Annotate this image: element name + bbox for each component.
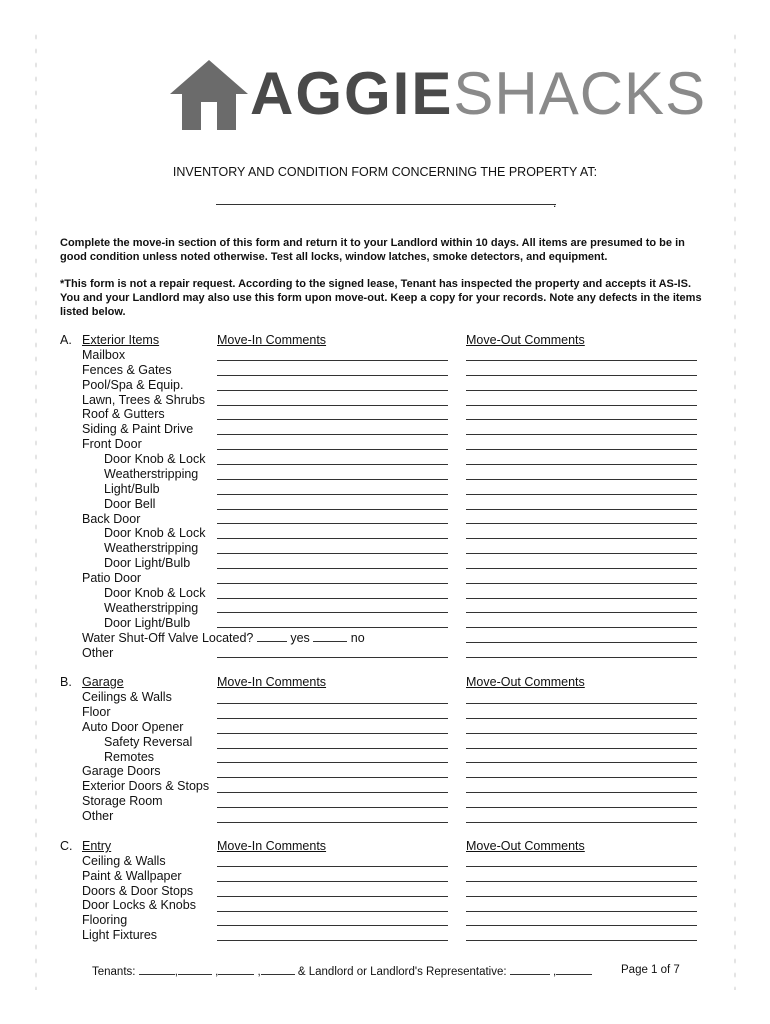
item-other-b: Other [82, 809, 114, 823]
item-entry-ceiling: Ceiling & Walls [82, 854, 166, 868]
item-safety-reversal: Safety Reversal [104, 735, 193, 749]
move-in-comment-line[interactable] [217, 405, 448, 406]
item-back-door-weatherstripping: Weatherstripping [104, 541, 199, 555]
move-out-comment-line[interactable] [466, 896, 697, 897]
item-fences-gates: Fences & Gates [82, 363, 172, 377]
move-out-comment-line[interactable] [466, 925, 697, 926]
move-in-comment-line[interactable] [217, 733, 448, 734]
move-out-comment-line[interactable] [466, 642, 697, 643]
move-out-comment-line[interactable] [466, 657, 697, 658]
move-in-comment-line[interactable] [217, 568, 448, 569]
tenant-initials-2[interactable] [178, 964, 212, 975]
item-mailbox: Mailbox [82, 348, 126, 362]
section-c-move-out-header: Move-Out Comments [466, 839, 585, 853]
move-in-comment-line[interactable] [217, 464, 448, 465]
move-out-comment-line[interactable] [466, 718, 697, 719]
move-out-comment-line[interactable] [466, 627, 697, 628]
move-out-comment-line[interactable] [466, 733, 697, 734]
instructions-paragraph: Complete the move-in section of this form and return it to your Landlord within 10 days. All items are presumed to be in good condition unless noted otherwise. Test all locks, window latches, smoke detectors, and equipment. [60, 237, 685, 263]
move-in-comment-line[interactable] [217, 718, 448, 719]
move-in-comment-line[interactable] [217, 434, 448, 435]
item-back-door-light: Door Light/Bulb [104, 556, 191, 570]
water-no-blank[interactable] [313, 631, 347, 642]
footer-signatures: Tenants: , , , & Landlord or Landlord's Representative: , [92, 964, 592, 978]
water-yes-blank[interactable] [257, 631, 287, 642]
item-other-a: Other [82, 646, 114, 660]
move-out-comment-line[interactable] [466, 568, 697, 569]
item-entry-paint: Paint & Wallpaper [82, 869, 182, 883]
move-out-comment-line[interactable] [466, 583, 697, 584]
item-front-door-weatherstripping: Weatherstripping [104, 467, 199, 481]
section-b-letter: B. [60, 675, 72, 689]
item-lawn-trees: Lawn, Trees & Shrubs [82, 393, 205, 407]
item-front-door-knob: Door Knob & Lock [104, 452, 206, 466]
item-patio-door-light: Door Light/Bulb [104, 616, 191, 630]
move-out-comment-line[interactable] [466, 911, 697, 912]
item-entry-flooring: Flooring [82, 913, 128, 927]
move-in-comment-line[interactable] [217, 523, 448, 524]
item-entry-doors: Doors & Door Stops [82, 884, 194, 898]
item-garage-floor: Floor [82, 705, 111, 719]
move-in-comment-line[interactable] [217, 419, 448, 420]
section-c-move-in-header: Move-In Comments [217, 839, 327, 853]
item-back-door-knob: Door Knob & Lock [104, 526, 206, 540]
move-in-comment-line[interactable] [217, 748, 448, 749]
item-patio-door-weatherstripping: Weatherstripping [104, 601, 199, 615]
section-b-title: Garage [82, 675, 124, 689]
move-in-comment-line[interactable] [217, 375, 448, 376]
move-in-comment-line[interactable] [217, 553, 448, 554]
section-b-move-out-header: Move-Out Comments [466, 675, 585, 689]
section-b-move-in-header: Move-In Comments [217, 675, 327, 689]
move-in-comment-line[interactable] [217, 822, 448, 823]
water-shutoff-label: Water Shut-Off Valve Located? [82, 631, 254, 645]
item-entry-lights: Light Fixtures [82, 928, 158, 942]
move-in-comment-line[interactable] [217, 657, 448, 658]
item-exterior-doors-stops: Exterior Doors & Stops [82, 779, 210, 793]
item-auto-door-opener: Auto Door Opener [82, 720, 184, 734]
move-out-comment-line[interactable] [466, 479, 697, 480]
disclaimer-paragraph: *This form is not a repair request. According to the signed lease, Tenant has inspected the property and accepts it AS-IS. You and your Landlord may also use this form upon move-out. Keep a copy for your records. Note any defects in the items listed below. [60, 278, 702, 318]
move-out-comment-line[interactable] [466, 434, 697, 435]
tenant-initials-4[interactable] [261, 964, 295, 975]
move-in-comment-line[interactable] [217, 881, 448, 882]
page-title: INVENTORY AND CONDITION FORM CONCERNING THE PROPERTY AT: [172, 165, 598, 179]
move-out-comment-line[interactable] [466, 419, 697, 420]
move-out-comment-line[interactable] [466, 748, 697, 749]
item-roof-gutters: Roof & Gutters [82, 407, 165, 421]
move-out-comment-line[interactable] [466, 881, 697, 882]
move-in-comment-line[interactable] [217, 866, 448, 867]
item-siding-paint: Siding & Paint Drive [82, 422, 194, 436]
move-in-comment-line[interactable] [217, 940, 448, 941]
move-out-comment-line[interactable] [466, 777, 697, 778]
move-in-comment-line[interactable] [217, 360, 448, 361]
item-pool-spa: Pool/Spa & Equip. [82, 378, 184, 392]
move-in-comment-line[interactable] [217, 538, 448, 539]
water-shutoff-row [82, 631, 365, 646]
landlord-initials-2[interactable] [556, 964, 592, 975]
page-number: Page 1 of 7 [621, 964, 680, 976]
item-front-door: Front Door [82, 437, 142, 451]
move-out-comment-line[interactable] [466, 703, 697, 704]
item-garage-ceilings: Ceilings & Walls [82, 690, 172, 704]
logo [168, 52, 707, 136]
item-front-door-bell: Door Bell [104, 497, 156, 511]
move-in-comment-line[interactable] [217, 627, 448, 628]
tenant-initials-1[interactable] [139, 964, 175, 975]
move-out-comment-line[interactable] [466, 509, 697, 510]
move-in-comment-line[interactable] [217, 612, 448, 613]
move-in-comment-line[interactable] [217, 703, 448, 704]
move-out-comment-line[interactable] [466, 612, 697, 613]
section-a-letter: A. [60, 333, 72, 347]
move-out-comment-line[interactable] [466, 390, 697, 391]
move-in-comment-line[interactable] [217, 449, 448, 450]
move-in-comment-line[interactable] [217, 925, 448, 926]
move-in-comment-line[interactable] [217, 494, 448, 495]
item-garage-doors: Garage Doors [82, 764, 161, 778]
move-out-comment-line[interactable] [466, 866, 697, 867]
property-address-field[interactable] [216, 194, 556, 205]
move-out-comment-line[interactable] [466, 807, 697, 808]
address-suffix: . [553, 196, 557, 210]
move-in-comment-line[interactable] [217, 762, 448, 763]
move-in-comment-line[interactable] [217, 479, 448, 480]
item-patio-door-knob: Door Knob & Lock [104, 586, 206, 600]
move-in-comment-line[interactable] [217, 911, 448, 912]
move-out-comment-line[interactable] [466, 538, 697, 539]
move-in-comment-line[interactable] [217, 390, 448, 391]
item-back-door: Back Door [82, 512, 141, 526]
water-no-label: no [350, 631, 365, 645]
move-out-comment-line[interactable] [466, 598, 697, 599]
tenant-initials-3[interactable] [218, 964, 254, 975]
section-c-title: Entry [82, 839, 112, 853]
move-out-comment-line[interactable] [466, 822, 697, 823]
item-storage-room: Storage Room [82, 794, 163, 808]
move-out-comment-line[interactable] [466, 523, 697, 524]
move-out-comment-line[interactable] [466, 405, 697, 406]
section-a-title: Exterior Items [82, 333, 160, 347]
logo-wordmark: AGGIESHACKS [250, 60, 707, 127]
move-out-comment-line[interactable] [466, 375, 697, 376]
move-in-comment-line[interactable] [217, 583, 448, 584]
move-out-comment-line[interactable] [466, 464, 697, 465]
section-c-letter: C. [60, 839, 73, 853]
move-in-comment-line[interactable] [217, 896, 448, 897]
section-a-move-in-header: Move-In Comments [217, 333, 327, 347]
move-out-comment-line[interactable] [466, 360, 697, 361]
water-yes-label: yes [290, 631, 310, 645]
move-in-comment-line[interactable] [217, 777, 448, 778]
item-patio-door: Patio Door [82, 571, 142, 585]
tenants-label: Tenants: [92, 966, 136, 978]
move-out-comment-line[interactable] [466, 762, 697, 763]
move-out-comment-line[interactable] [466, 792, 697, 793]
move-out-comment-line[interactable] [466, 940, 697, 941]
move-in-comment-line[interactable] [217, 792, 448, 793]
move-in-comment-line[interactable] [217, 509, 448, 510]
move-out-comment-line[interactable] [466, 449, 697, 450]
item-entry-locks: Door Locks & Knobs [82, 898, 196, 912]
move-in-comment-line[interactable] [217, 598, 448, 599]
house-icon [168, 58, 250, 132]
move-out-comment-line[interactable] [466, 553, 697, 554]
section-a-move-out-header: Move-Out Comments [466, 333, 585, 347]
item-remotes: Remotes [104, 750, 155, 764]
landlord-initials-1[interactable] [510, 964, 550, 975]
move-out-comment-line[interactable] [466, 494, 697, 495]
item-front-door-light: Light/Bulb [104, 482, 160, 496]
move-in-comment-line[interactable] [217, 807, 448, 808]
landlord-label: & Landlord or Landlord's Representative: [297, 966, 507, 978]
